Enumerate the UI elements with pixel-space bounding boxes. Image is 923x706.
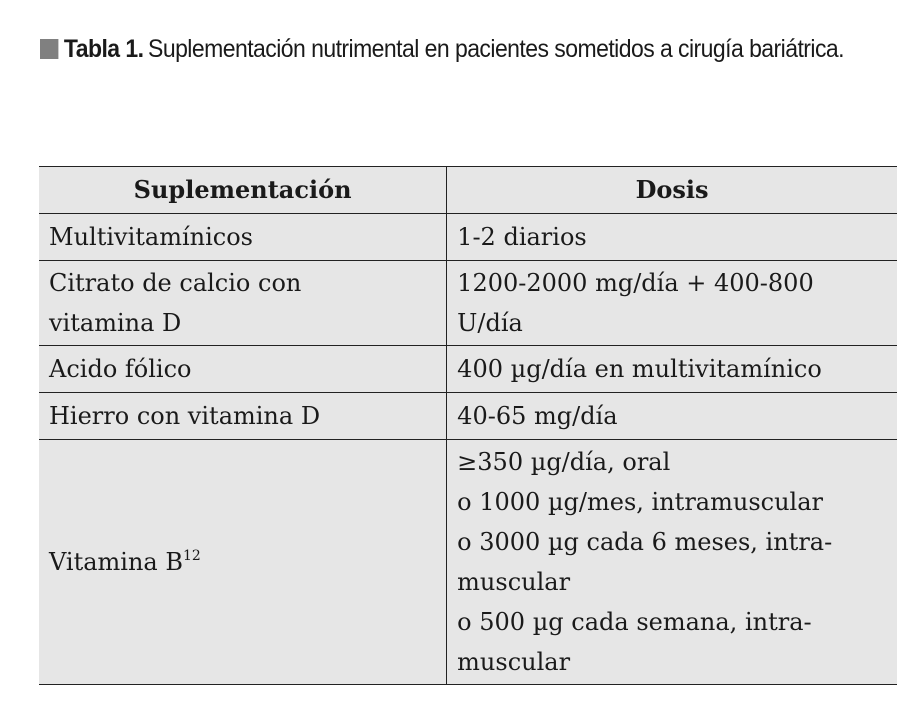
square-bullet-icon — [40, 39, 58, 59]
supplement-cell: Acido fólico — [39, 346, 447, 393]
dose-cell — [447, 440, 897, 685]
table-header-row — [39, 167, 897, 214]
table-row — [39, 346, 897, 393]
table-row — [39, 261, 897, 346]
dose-line: ≥350 µg/día, oral — [457, 448, 671, 476]
header-dose: Dosis — [447, 167, 897, 214]
supplement-text: Citrato de calcio con vitamina D — [49, 269, 302, 337]
dose-cell: 400 µg/día en multivitamínico — [447, 346, 897, 393]
supplement-cell: Multivitamínicos — [39, 214, 447, 261]
caption-label: Tabla 1. — [63, 35, 144, 63]
table-row — [39, 393, 897, 440]
dose-cell — [447, 261, 897, 346]
dose-cell: 1-2 diarios — [447, 214, 897, 261]
supplement-table — [39, 166, 897, 685]
supplement-cell: Hierro con vitamina D — [39, 393, 447, 440]
table-row — [39, 440, 897, 685]
dose-line: o 1000 µg/mes, intramuscular — [457, 488, 823, 516]
dose-cell: 40-65 mg/día — [447, 393, 897, 440]
table-caption — [40, 30, 900, 68]
superscript: 12 — [183, 548, 201, 564]
header-supplement: Suplementación — [39, 167, 447, 214]
dose-line: o 500 µg cada semana, intra-muscular — [457, 608, 812, 676]
caption-text: Suplementación nutrimental en pacientes sometidos a cirugía bariátrica. — [148, 35, 844, 63]
table-row — [39, 214, 897, 261]
dose-text: 1200-2000 mg/día + 400-800 U/día — [457, 269, 814, 337]
supplement-cell — [39, 440, 447, 685]
supplement-cell — [39, 261, 447, 346]
dose-line: o 3000 µg cada 6 meses, intra-muscular — [457, 528, 833, 596]
supplement-text: Vitamina B — [49, 548, 184, 576]
